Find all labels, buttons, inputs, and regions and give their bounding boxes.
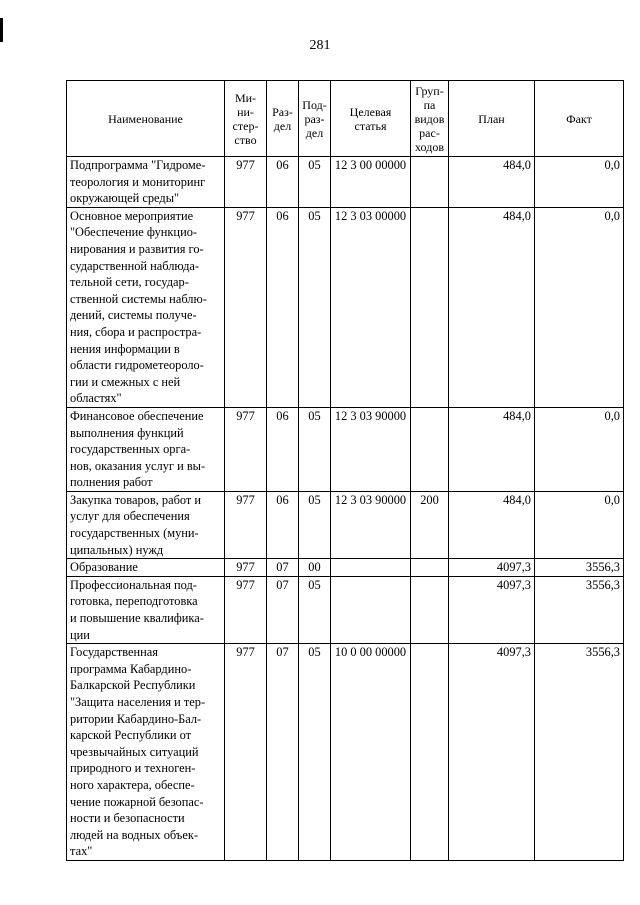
row-plan: 484,0 [449,157,535,208]
row-subsection: 05 [299,576,331,643]
header-target: Целевая статья [331,81,411,157]
row-section: 06 [267,407,299,491]
row-ministry: 977 [225,407,267,491]
row-ministry: 977 [225,157,267,208]
row-plan: 484,0 [449,207,535,407]
row-section: 07 [267,559,299,577]
row-plan: 484,0 [449,491,535,558]
row-group [411,559,449,577]
row-ministry: 977 [225,576,267,643]
row-target [331,559,411,577]
table-row [67,157,624,208]
row-ministry: 977 [225,207,267,407]
row-section: 07 [267,576,299,643]
header-subsection: Под- раз- дел [299,81,331,157]
row-fact: 0,0 [535,157,624,208]
row-subsection: 05 [299,491,331,558]
row-subsection: 00 [299,559,331,577]
header-section: Раз- дел [267,81,299,157]
row-name: Закупка товаров, работ и услуг для обеспечения государственных (муни- ципальных) нужд [67,491,225,558]
row-name: Основное мероприятие "Обеспечение функцио- нирования и развития го- сударственной наблюда- тельной сети, государ- ственной системы наблю- дений, системы получе- ния, сбора и распростра- нения информации в области гидрометеороло- гии и смежных с ней областях" [67,207,225,407]
row-ministry: 977 [225,644,267,861]
row-target: 12 3 03 00000 [331,207,411,407]
header-row [67,81,624,157]
row-group [411,576,449,643]
row-group [411,157,449,208]
budget-table [66,80,624,861]
row-name: Подпрограмма "Гидроме- теорология и мониторинг окружающей среды" [67,157,225,208]
row-group [411,407,449,491]
row-section: 07 [267,644,299,861]
row-fact: 3556,3 [535,576,624,643]
header-fact: Факт [535,81,624,157]
row-fact: 0,0 [535,407,624,491]
table-row [67,207,624,407]
row-subsection: 05 [299,157,331,208]
header-name: Наименование [67,81,225,157]
row-target: 12 3 03 90000 [331,407,411,491]
header-plan: План [449,81,535,157]
row-plan: 484,0 [449,407,535,491]
table-row [67,407,624,491]
row-name: Финансовое обеспечение выполнения функций государственных орга- нов, оказания услуг и вы- полнения работ [67,407,225,491]
page-number: 281 [309,38,331,53]
row-target: 12 3 00 00000 [331,157,411,208]
row-plan: 4097,3 [449,559,535,577]
row-fact: 0,0 [535,207,624,407]
row-subsection: 05 [299,644,331,861]
row-group: 200 [411,491,449,558]
row-section: 06 [267,207,299,407]
row-group [411,207,449,407]
row-section: 06 [267,157,299,208]
table-row [67,491,624,558]
row-subsection: 05 [299,207,331,407]
row-name: Образование [67,559,225,577]
row-subsection: 05 [299,407,331,491]
row-target: 10 0 00 00000 [331,644,411,861]
row-name: Государственная программа Кабардино- Балкарской Республики "Защита населения и тер- ритории Кабардино-Бал- карской Республики от чрезвычайных ситуаций природного и техноген- ного характера, обеспе- чение пожарной безопас- ности и безопасности людей на водных объек- тах" [67,644,225,861]
header-ministry: Ми- ни- стер- ство [225,81,267,157]
row-section: 06 [267,491,299,558]
table-row [67,644,624,861]
row-ministry: 977 [225,491,267,558]
row-plan: 4097,3 [449,644,535,861]
row-fact: 3556,3 [535,559,624,577]
row-plan: 4097,3 [449,576,535,643]
row-fact: 3556,3 [535,644,624,861]
row-target: 12 3 03 90000 [331,491,411,558]
row-group [411,644,449,861]
row-ministry: 977 [225,559,267,577]
table-row [67,576,624,643]
row-name: Профессиональная под- готовка, переподготовка и повышение квалифика- ции [67,576,225,643]
row-fact: 0,0 [535,491,624,558]
header-group: Груп- па видов рас- ходов [411,81,449,157]
row-target [331,576,411,643]
table-row [67,559,624,577]
